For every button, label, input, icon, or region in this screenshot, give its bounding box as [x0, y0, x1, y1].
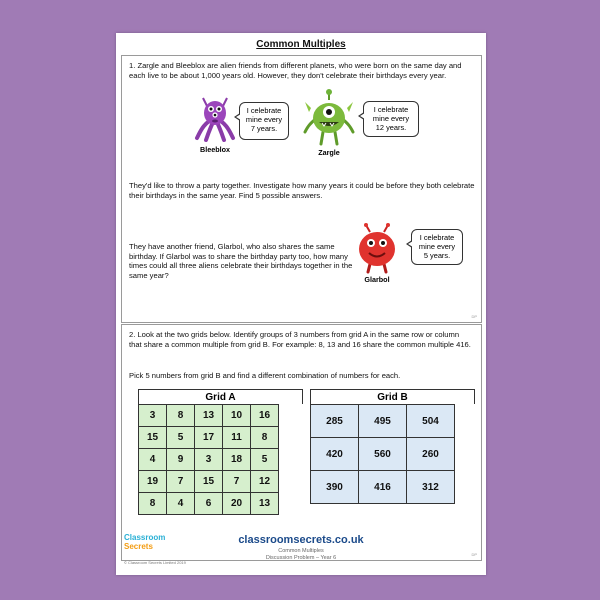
grid-b-row — [311, 471, 455, 504]
grid-a-cell: 15 — [139, 427, 167, 449]
grid-a-cell: 8 — [251, 427, 279, 449]
grid-a-cell: 19 — [139, 471, 167, 493]
logo-line-2: Secrets — [124, 542, 153, 551]
q1-reference-code: DP — [471, 314, 477, 319]
grid-a-table — [138, 404, 279, 515]
grid-a — [138, 389, 303, 515]
q1-intro-text: 1. Zargle and Bleeblox are alien friends from different planets, who were born on the same day and each live to be about 1,000 years old. However, they don't celebrate their birthdays every year. — [129, 61, 462, 80]
grid-a-cell: 20 — [223, 493, 251, 515]
grid-b-cell: 504 — [407, 405, 455, 438]
grid-a-cell: 12 — [251, 471, 279, 493]
grid-a-cell: 10 — [223, 405, 251, 427]
grid-a-row — [139, 427, 279, 449]
grid-a-cell: 13 — [195, 405, 223, 427]
glarbol-alien-illustration — [354, 222, 400, 274]
grid-a-cell: 7 — [223, 471, 251, 493]
grid-a-cell: 7 — [167, 471, 195, 493]
grid-b-row — [311, 438, 455, 471]
zargle-alien-illustration — [303, 88, 355, 146]
logo-line-1: Classroom — [124, 533, 166, 542]
glarbol-speech-bubble: I celebrate mine every 5 years. — [411, 229, 463, 265]
grid-b-cell: 416 — [359, 471, 407, 504]
grid-b-title: Grid B — [310, 389, 475, 404]
grid-a-cell: 11 — [223, 427, 251, 449]
grid-a-cell: 8 — [139, 493, 167, 515]
bleeblox-name: Bleeblox — [200, 145, 230, 154]
question-2-box — [121, 324, 482, 561]
grid-b-cell: 260 — [407, 438, 455, 471]
grid-b — [310, 389, 475, 504]
bleeblox-alien-illustration — [194, 96, 236, 142]
q2-task-text: Pick 5 numbers from grid B and find a different combination of numbers for each. — [129, 371, 401, 380]
q1-task-text: They'd like to throw a party together. Investigate how many years it could be before they both celebrate their birthdays in the same year. Find 5 possible answers. — [129, 181, 475, 200]
grid-a-cell: 16 — [251, 405, 279, 427]
grid-a-cell: 6 — [195, 493, 223, 515]
zargle-name: Zargle — [318, 148, 340, 157]
grid-a-cell: 9 — [167, 449, 195, 471]
grid-a-cell: 18 — [223, 449, 251, 471]
grid-b-table — [310, 404, 455, 504]
grid-b-cell: 560 — [359, 438, 407, 471]
copyright-text: © Classroom Secrets Limited 2019 — [124, 560, 186, 565]
grid-b-cell: 420 — [311, 438, 359, 471]
grid-a-cell: 8 — [167, 405, 195, 427]
bleeblox-speech-bubble: I celebrate mine every 7 years. — [239, 102, 289, 140]
grid-a-title: Grid A — [138, 389, 303, 404]
grid-b-row — [311, 405, 455, 438]
grid-a-cell: 5 — [251, 449, 279, 471]
grid-b-cell: 312 — [407, 471, 455, 504]
grid-b-cell: 390 — [311, 471, 359, 504]
grid-a-row — [139, 493, 279, 515]
page-title: Common Multiples — [256, 39, 346, 50]
q2-reference-code: DP — [471, 552, 477, 557]
q2-intro-text: 2. Look at the two grids below. Identify groups of 3 numbers from grid A in the same row or column that share a common multiple from grid B. For example: 8, 13 and 16 share the common multiple 416. — [129, 330, 471, 349]
footer-resource-type: Discussion Problem – Year 6 — [265, 555, 337, 561]
grid-a-row — [139, 449, 279, 471]
grid-a-row — [139, 471, 279, 493]
grid-a-row — [139, 405, 279, 427]
worksheet-page — [116, 33, 486, 575]
grid-a-cell: 4 — [167, 493, 195, 515]
grid-a-cell: 5 — [167, 427, 195, 449]
grid-a-cell: 13 — [251, 493, 279, 515]
grid-b-cell: 285 — [311, 405, 359, 438]
zargle-speech-bubble: I celebrate mine every 12 years. — [363, 101, 419, 137]
grid-a-cell: 3 — [139, 405, 167, 427]
grid-a-cell: 3 — [195, 449, 223, 471]
grid-a-cell: 4 — [139, 449, 167, 471]
question-1-box — [121, 55, 482, 323]
footer-topic: Common Multiples — [278, 548, 324, 554]
grid-a-cell: 17 — [195, 427, 223, 449]
glarbol-name: Glarbol — [364, 275, 390, 284]
grid-b-cell: 495 — [359, 405, 407, 438]
website-url: classroomsecrets.co.uk — [238, 534, 364, 546]
grid-a-cell: 15 — [195, 471, 223, 493]
q1-glarbol-text: They have another friend, Glarbol, who also shares the same birthday. If Glarbol was to share the birthday party too, how many times could all three aliens celebrate their birthdays together in the same year? — [129, 242, 353, 280]
